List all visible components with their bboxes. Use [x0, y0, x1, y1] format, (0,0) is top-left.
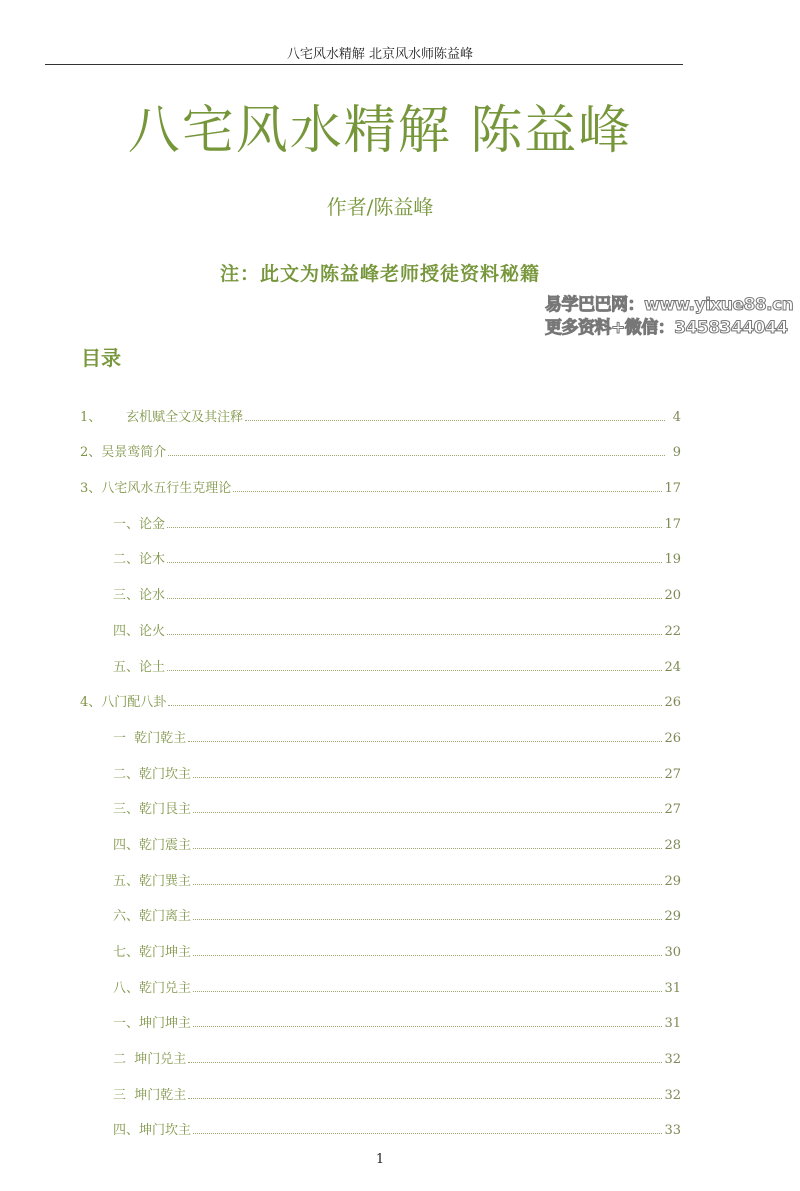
toc-entry[interactable]: [80, 675, 681, 711]
toc-entry-label: 二、论木: [113, 552, 166, 568]
toc-entry[interactable]: [80, 639, 681, 675]
toc-entry[interactable]: [80, 425, 681, 461]
toc-entry-label: 七、乾门坤主: [113, 945, 192, 960]
toc-entry-label: 六、乾门离主: [113, 909, 192, 925]
toc-entry[interactable]: [80, 782, 681, 818]
toc-dot-leader: [193, 812, 662, 813]
toc-dot-leader: [193, 919, 662, 920]
toc-entry-label: 四、坤门坎主: [113, 1123, 192, 1139]
watermark-line-1: 易学巴巴网：www.yixue88.cn: [545, 295, 794, 315]
toc-dot-leader: [233, 491, 662, 492]
toc-entry[interactable]: [80, 924, 681, 960]
toc-entry-label: 4、八门配八卦: [80, 695, 167, 711]
toc-entry-label: 一、坤门坤主: [113, 1016, 192, 1032]
toc-entry-label: 2、吴景鸾简介: [80, 445, 167, 461]
toc-entry[interactable]: [80, 853, 681, 889]
toc-entry-label: 一、论金: [113, 516, 166, 532]
toc-dot-leader: [167, 527, 662, 528]
toc-entry-label: 三、乾门艮主: [113, 802, 192, 818]
toc-dot-leader: [188, 1098, 662, 1099]
toc-entry-page: 17: [664, 516, 681, 532]
toc-entry-label: 五、乾门巽主: [113, 873, 192, 889]
toc-entry-label: 四、论火: [113, 623, 166, 639]
toc-entry[interactable]: [80, 1067, 681, 1103]
toc-heading: 目录: [81, 346, 121, 370]
toc-dot-leader: [168, 455, 665, 456]
toc-entry-page: 30: [664, 945, 681, 960]
toc-entry[interactable]: [80, 996, 681, 1032]
toc-entry[interactable]: [80, 1031, 681, 1067]
toc-entry[interactable]: [80, 603, 681, 639]
toc-entry-label: 1、 玄机赋全文及其注释: [80, 409, 244, 425]
toc-entry-label: 三 坤门乾主: [113, 1087, 187, 1103]
toc-dot-leader: [245, 420, 665, 421]
toc-entry[interactable]: [80, 496, 681, 532]
toc-dot-leader: [168, 705, 662, 706]
toc-entry-page: 28: [664, 837, 681, 853]
toc-dot-leader: [167, 634, 662, 635]
toc-entry[interactable]: [80, 1103, 681, 1139]
toc-entry-page: 22: [664, 623, 681, 639]
toc-entry[interactable]: [80, 817, 681, 853]
toc-entry-page: 19: [664, 552, 681, 568]
toc-entry[interactable]: [80, 567, 681, 603]
toc-dot-leader: [188, 741, 662, 742]
toc-entry[interactable]: [80, 460, 681, 496]
toc-entry-page: 20: [664, 588, 681, 604]
toc-entry-page: 9: [672, 445, 681, 461]
toc-entry-label: 3、八宅风水五行生克理论: [80, 481, 232, 497]
toc-entry-page: 26: [664, 695, 681, 711]
toc-entry-page: 27: [664, 802, 681, 818]
author-line: 作者/陈益峰: [326, 195, 434, 219]
toc-entry-label: 二、乾门坎主: [113, 766, 192, 782]
toc-entry-page: 17: [664, 481, 681, 497]
toc-entry[interactable]: [80, 746, 681, 782]
toc-dot-leader: [193, 1133, 662, 1134]
toc-entry-page: 26: [664, 730, 681, 746]
watermark-line-2: 更多资料+微信：3458344044: [545, 318, 788, 338]
toc-dot-leader: [193, 955, 662, 956]
toc-entry-label: 一 乾门乾主: [113, 730, 187, 746]
watermark: [545, 294, 793, 340]
toc-dot-leader: [188, 1062, 662, 1063]
toc-entry-page: 33: [664, 1123, 681, 1139]
toc-dot-leader: [193, 848, 662, 849]
toc-entry[interactable]: [80, 389, 681, 425]
toc-dot-leader: [193, 777, 662, 778]
toc-entry-label: 五、论土: [113, 659, 166, 675]
toc-dot-leader: [167, 598, 662, 599]
toc-entry-page: 29: [664, 873, 681, 889]
page-header: 八宅风水精解 北京风水师陈益峰: [286, 47, 474, 62]
toc-entry[interactable]: [80, 710, 681, 746]
toc-dot-leader: [193, 991, 662, 992]
toc-entry-label: 八、乾门兑主: [113, 980, 192, 996]
table-of-contents: [80, 389, 681, 1138]
note-line: 注：此文为陈益峰老师授徒资料秘籍: [219, 263, 540, 285]
page-number: 1: [375, 1152, 385, 1167]
toc-entry[interactable]: [80, 532, 681, 568]
toc-dot-leader: [193, 884, 662, 885]
toc-entry[interactable]: [80, 960, 681, 996]
toc-entry-page: 24: [664, 659, 681, 675]
document-title: 八宅风水精解 陈益峰: [127, 101, 633, 161]
toc-dot-leader: [167, 670, 662, 671]
header-divider: [45, 64, 683, 65]
toc-entry-page: 32: [664, 1052, 681, 1068]
toc-entry-page: 31: [664, 1016, 681, 1032]
toc-entry-label: 二 坤门兑主: [113, 1052, 187, 1068]
toc-entry-page: 29: [664, 909, 681, 925]
toc-entry-page: 31: [664, 980, 681, 996]
toc-entry-page: 4: [672, 409, 681, 425]
toc-entry-label: 四、乾门震主: [113, 837, 192, 853]
toc-entry-page: 27: [664, 766, 681, 782]
toc-dot-leader: [167, 562, 662, 563]
toc-entry-label: 三、论水: [113, 588, 166, 604]
toc-dot-leader: [193, 1026, 662, 1027]
toc-entry[interactable]: [80, 889, 681, 925]
toc-entry-page: 32: [664, 1087, 681, 1103]
